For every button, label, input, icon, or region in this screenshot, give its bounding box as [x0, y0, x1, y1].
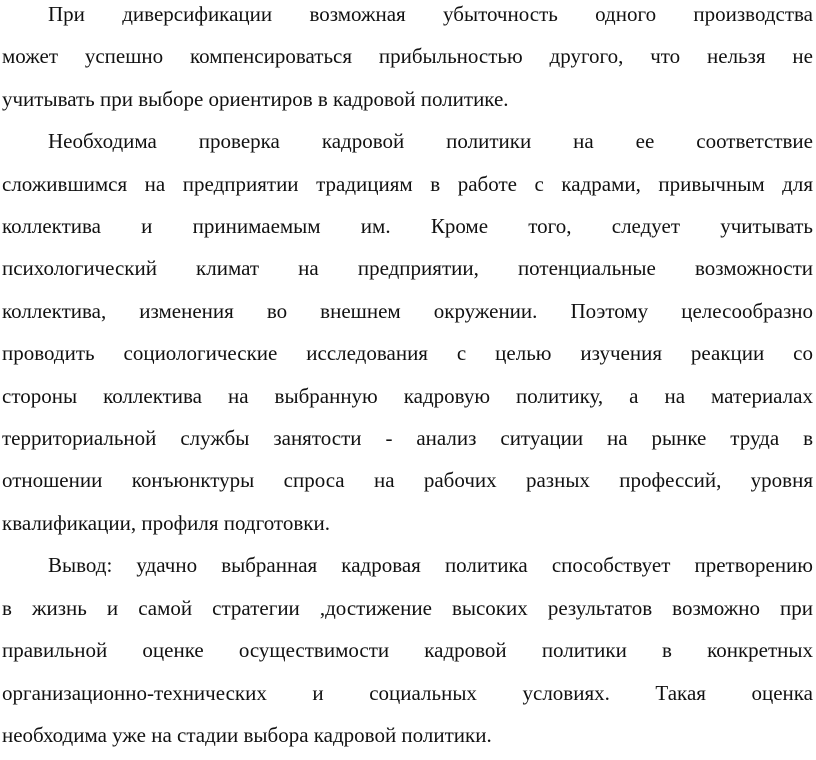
- text-line: сложившимся на предприятии традициям в работе с кадрами, привычным для: [2, 171, 813, 196]
- paragraph-policy-check: [2, 120, 813, 544]
- text-line: стороны коллектива на выбранную кадровую политику, а на материалах: [2, 383, 813, 408]
- text-line: необходима уже на стадии выбора кадровой политики.: [2, 722, 492, 747]
- paragraph-diversification: [2, 0, 813, 120]
- text-line: психологический климат на предприятии, потенциальные возможности: [2, 256, 813, 281]
- text-line: коллектива, изменения во внешнем окружении. Поэтому целесообразно: [2, 298, 813, 323]
- text-line: квалификации, профиля подготовки.: [2, 510, 330, 535]
- text-line: территориальной службы занятости - анализ ситуации на рынке труда в: [2, 426, 813, 451]
- text-line: Вывод: удачно выбранная кадровая политика способствует претворению: [48, 553, 813, 578]
- text-line: отношении конъюнктуры спроса на рабочих разных профессий, уровня: [2, 468, 813, 493]
- text-line: Необходима проверка кадровой политики на ее соответствие: [48, 129, 813, 154]
- text-line: может успешно компенсироваться прибыльностью другого, что нельзя не: [2, 44, 813, 69]
- text-line: учитывать при выборе ориентиров в кадровой политике.: [2, 86, 509, 111]
- text-line: При диверсификации возможная убыточность одного производства: [48, 2, 813, 26]
- text-line: правильной оценке осуществимости кадровой политики в конкретных: [2, 638, 813, 663]
- text-line: проводить социологические исследования с целью изучения реакции со: [2, 341, 813, 366]
- paragraph-conclusion: [2, 544, 813, 756]
- text-line: организационно-технических и социальных условиях. Такая оценка: [2, 680, 813, 705]
- text-line: коллектива и принимаемым им. Кроме того, следует учитывать: [2, 214, 813, 239]
- text-line: в жизнь и самой стратегии ,достижение высоких результатов возможно при: [2, 595, 813, 620]
